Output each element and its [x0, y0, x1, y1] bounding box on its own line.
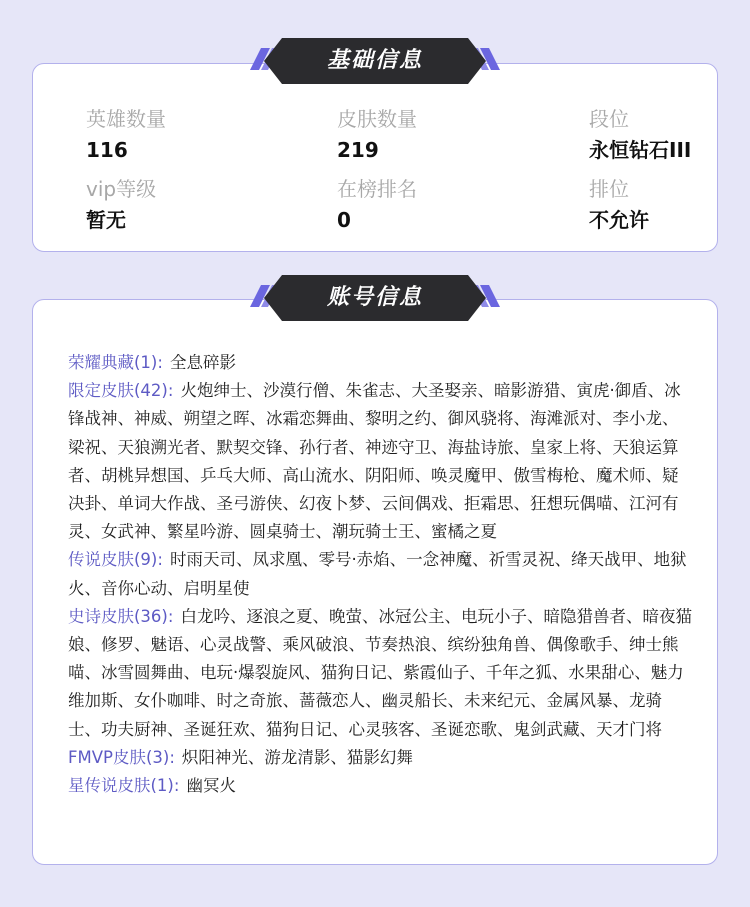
account-info-title: 账号信息	[326, 285, 423, 310]
stat-value: 不允许	[589, 208, 649, 232]
skin-category-name: 荣耀典藏(1):	[68, 353, 163, 372]
skin-category-name: FMVP皮肤(3):	[68, 747, 175, 767]
account-info-card	[32, 299, 718, 865]
stat-label: 英雄数量	[86, 107, 166, 131]
stat-rank-tier	[589, 106, 691, 163]
stat-skin-count	[337, 106, 417, 163]
skin-category-items: 白龙吟、逐浪之夏、晚萤、冰冠公主、电玩小子、暗隐猎兽者、暗夜猫娘、修罗、魅语、心灵战警、乘风破浪、节奏热浪、缤纷独角兽、偶像歌手、绅士熊喵、冰雪圆舞曲、电玩·爆裂旋风、猫狗日记、紫霞仙子、千年之狐、水果甜心、魅力维加斯、女仆咖啡、时之奇旅、蔷薇恋人、幽灵船长、未来纪元、金属风暴、龙骑士、功夫厨神、圣诞狂欢、猫狗日记、心灵骇客、圣诞恋歌、鬼剑武藏、天才门将	[68, 606, 692, 739]
stat-label: 皮肤数量	[337, 107, 417, 131]
stat-label: 在榜排名	[337, 177, 417, 201]
skin-category-name: 星传说皮肤(1):	[68, 776, 180, 796]
stat-label: 排位	[589, 177, 629, 201]
basic-info-card	[32, 63, 718, 252]
skin-category-legend	[68, 546, 692, 602]
stat-value: 永恒钻石III	[589, 138, 692, 162]
stat-value: 暂无	[86, 208, 126, 232]
stat-value: 219	[337, 138, 379, 162]
skin-category-epic	[68, 603, 692, 744]
skin-category-fmvp	[68, 744, 692, 772]
basic-info-title: 基础信息	[326, 48, 423, 73]
skin-category-items: 炽阳神光、游龙清影、猫影幻舞	[181, 747, 413, 767]
stat-value: 116	[86, 138, 128, 162]
skin-list	[68, 349, 692, 800]
skin-category-items: 全息碎影	[169, 353, 236, 372]
skin-category-items: 火炮绅士、沙漠行僧、朱雀志、大圣娶亲、暗影游猎、寅虎·御盾、冰锋战神、神威、朔望之晖、冰霜恋舞曲、黎明之约、御风骁将、海滩派对、李小龙、梁祝、天狼溯光者、默契交锋、孙行者、神迹守卫、海盐诗旅、皇家上将、天狼运算者、胡桃异想国、乒乓大师、高山流水、阴阳师、唤灵魔甲、傲雪梅枪、魔术师、疑决卦、单词大作战、圣弓游侠、幻夜卜梦、云间偶戏、拒霜思、狂想玩偶喵、江河有灵、女武神、繁星吟游、圆桌骑士、潮玩骑士王、蜜橘之夏	[68, 381, 681, 542]
skin-category-name: 史诗皮肤(36):	[68, 606, 174, 626]
skin-category-limited	[68, 377, 692, 546]
skin-category-glory	[68, 349, 692, 377]
skin-category-items: 时雨天司、凤求凰、零号·赤焰、一念神魔、祈雪灵祝、绛天战甲、地狱火、音你心动、启明星使	[68, 550, 687, 598]
stat-label: vip等级	[86, 177, 157, 201]
account-info-banner	[250, 275, 500, 321]
stat-value: 0	[337, 208, 351, 232]
stat-label: 段位	[589, 107, 629, 131]
skin-category-items: 幽冥火	[186, 776, 236, 796]
skin-category-star-legend	[68, 772, 692, 800]
skin-category-name: 传说皮肤(9):	[68, 550, 163, 570]
stat-vip-level	[86, 176, 156, 233]
skin-category-name: 限定皮肤(42):	[68, 381, 174, 401]
basic-info-banner	[250, 38, 500, 84]
stat-leaderboard-rank	[337, 176, 417, 233]
stat-ranked-mode	[589, 176, 649, 233]
stat-hero-count	[86, 106, 166, 163]
